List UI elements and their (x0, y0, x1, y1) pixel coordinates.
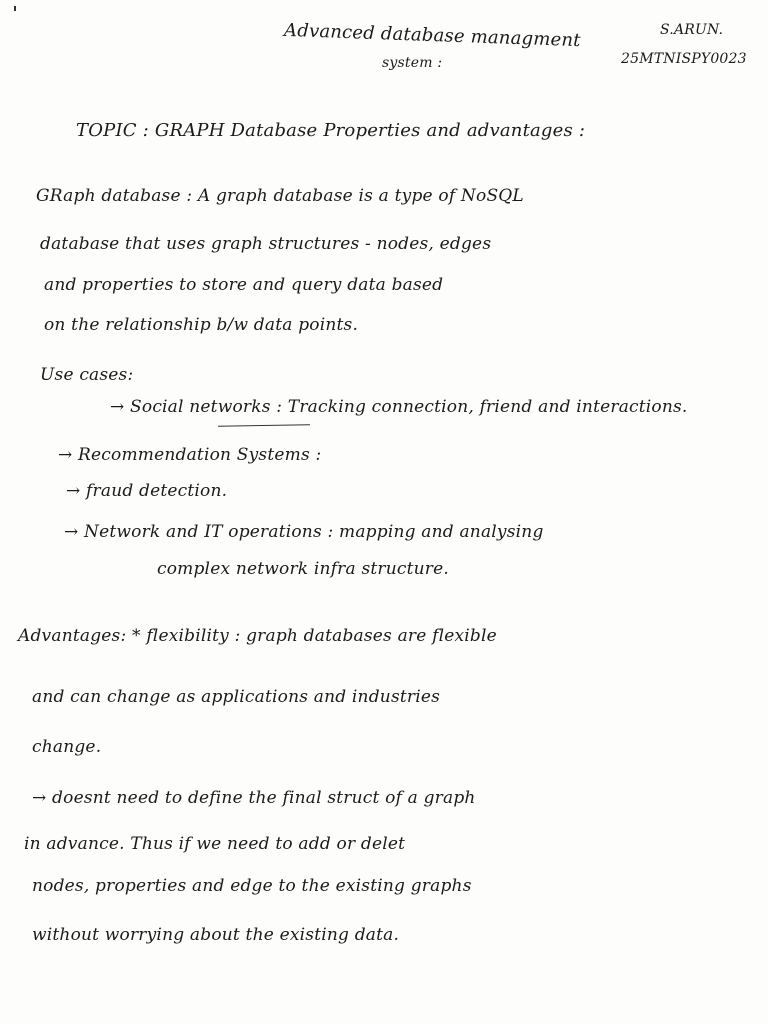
topic-heading: TOPIC : GRAPH Database Properties and advantages : (76, 120, 586, 141)
use-case-recommendation: → Recommendation Systems : (58, 445, 322, 465)
title-line-2: system : (382, 55, 443, 71)
advantages-line-5: in advance. Thus if we need to add or delet (24, 834, 406, 854)
advantages-line-2: and can change as applications and industries (32, 687, 441, 707)
use-cases-heading: Use cases: (40, 365, 134, 385)
advantages-line-1: Advantages: * flexibility : graph databases are flexible (18, 626, 497, 646)
advantages-line-6: nodes, properties and edge to the existing graphs (32, 876, 472, 896)
use-case-social-networks: → Social networks : Tracking connection, friend and interactions. (110, 397, 688, 417)
title-line-1: Advanced database managment (283, 19, 581, 52)
definition-line-4: on the relationship b/w data points. (44, 315, 359, 335)
use-case-fraud: → fraud detection. (66, 481, 228, 501)
advantages-line-4: → doesnt need to define the final struct of a graph (32, 788, 476, 808)
page-mark (14, 6, 16, 11)
advantages-line-3: change. (32, 737, 102, 757)
use-case-network-it: → Network and IT operations : mapping and analysing (64, 522, 544, 542)
use-case-network-it-cont: complex network infra structure. (157, 559, 449, 579)
roll-number: 25MTNISPY0023 (621, 51, 747, 67)
social-networks-underline (218, 424, 310, 427)
advantages-line-7: without worrying about the existing data. (32, 925, 400, 945)
definition-line-3: and properties to store and query data based (44, 275, 444, 295)
definition-line-1: GRaph database : A graph database is a type of NoSQL (36, 186, 524, 206)
student-name: S.ARUN. (660, 22, 724, 38)
definition-line-2: database that uses graph structures - nodes, edges (40, 234, 492, 254)
